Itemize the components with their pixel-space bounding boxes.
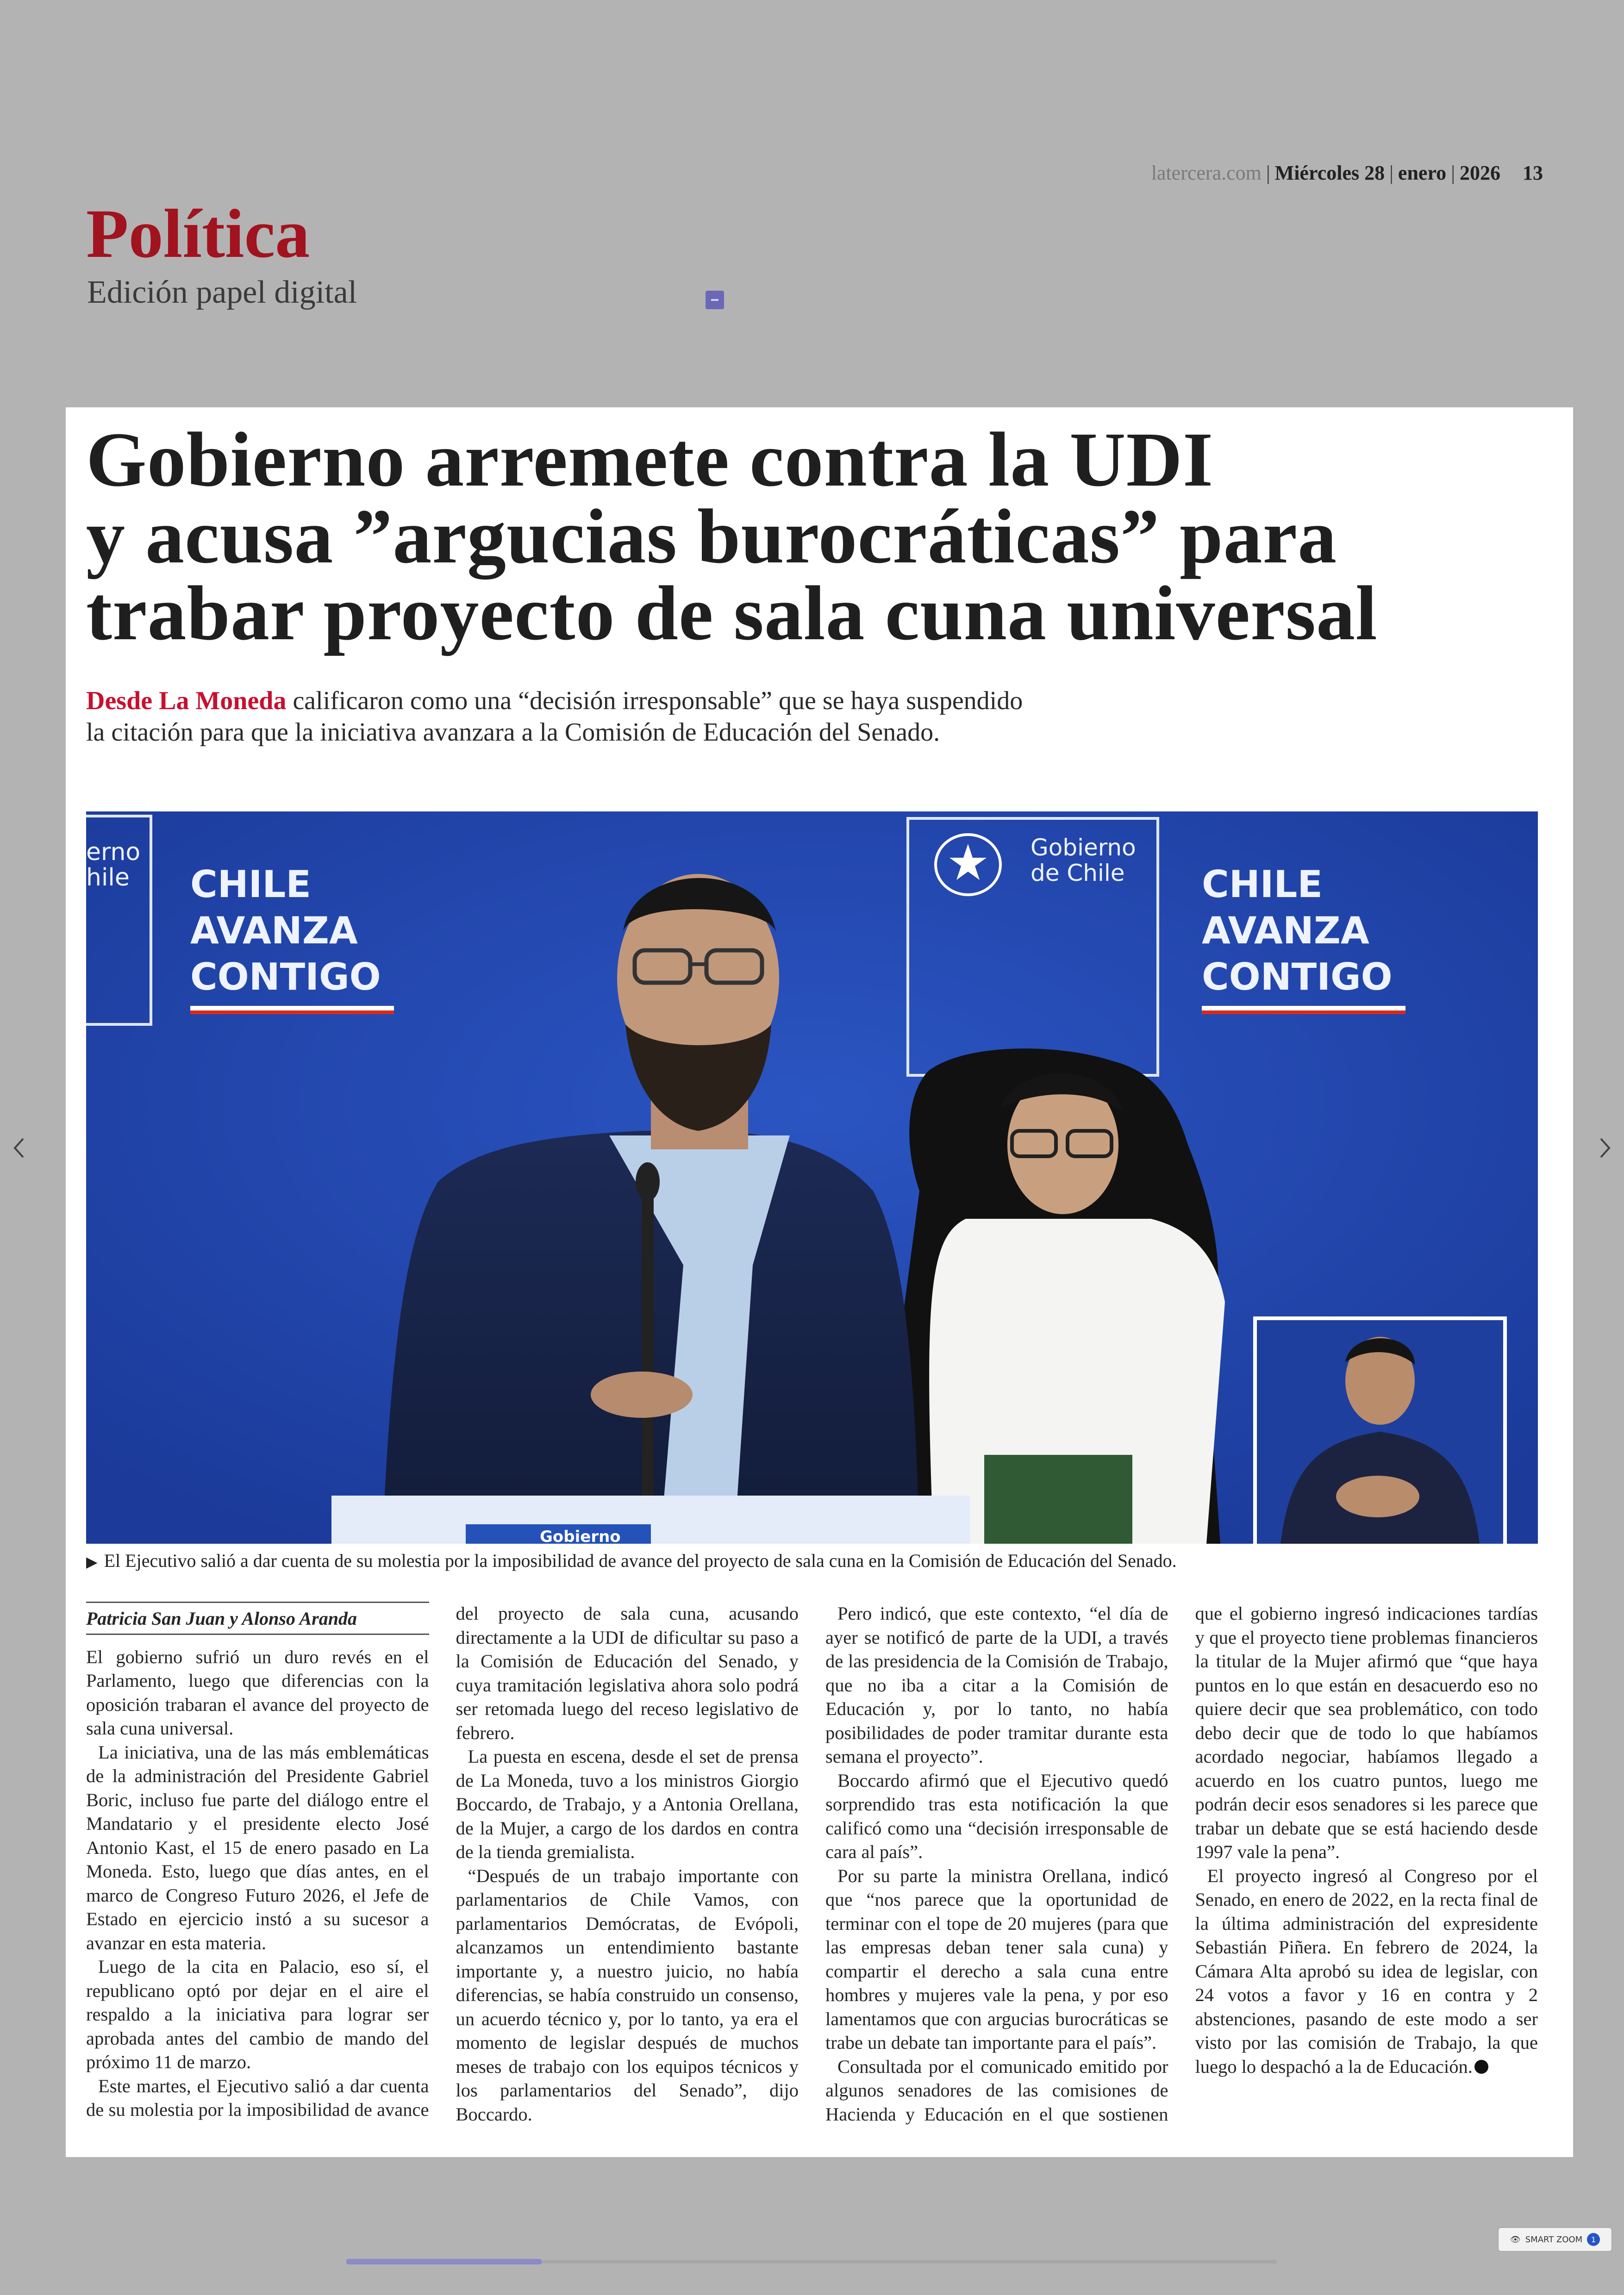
smart-zoom-button[interactable]	[1498, 2227, 1612, 2251]
article-body	[86, 1602, 1538, 2134]
smart-zoom-label: SMART ZOOM	[1525, 2234, 1583, 2245]
headline-line: y acusa ”argucias burocráticas” para	[86, 493, 1337, 580]
issue-meta: latercera.com | Miércoles 28 | enero | 2026 13	[1151, 162, 1543, 184]
prev-page-button[interactable]	[5, 1129, 32, 1166]
svg-text:AVANZA: AVANZA	[1202, 909, 1369, 952]
svg-text:Gobierno: Gobierno	[1031, 834, 1136, 861]
reading-progress-fill[interactable]	[346, 2259, 542, 2264]
article-paragraph-text: El proyecto ingresó al Congreso por el Senado, en enero de 2022, en la recta final de la última administración del expresidente Sebastián Piñera. En febrero de 2024, la Cámara Alta aprobó su idea de legislar, con 24 votos a favor y 16 en contra y 2 abstenciones, pasando de este modo a ser visto por las comisión de Trabajo, la que luego lo despachó a la de Educación.	[1195, 1865, 1538, 2077]
site-name: latercera.com	[1151, 162, 1262, 184]
headline-line: Gobierno arremete contra la UDI	[86, 417, 1214, 503]
end-mark-icon	[1474, 2060, 1488, 2074]
svg-text:AVANZA: AVANZA	[190, 909, 358, 952]
article-paragraph: La puesta en escena, desde el set de prensa de La Moneda, tuvo a los ministros Giorgio Boccardo, de Trabajo, y a Antonia Orellana, de la Mujer, a cargo de los dardos en contra de la tienda gremialista.	[456, 1746, 799, 1862]
chevron-left-icon	[12, 1137, 25, 1159]
edition-label: Edición papel digital	[87, 274, 357, 310]
article-headline	[86, 417, 1549, 656]
photo-caption	[86, 1550, 1538, 1572]
page-number: 13	[1523, 162, 1543, 184]
section-title: Política	[86, 195, 310, 272]
article-last-paragraph	[1195, 1864, 1538, 2079]
issue-year: 2026	[1460, 162, 1500, 184]
article-paragraph: Boccardo afirmó que el Ejecutivo quedó sorprendido tras esta notificación la que calificó como una “decisión irresponsable de cara al país”.	[825, 1770, 1168, 1862]
deck-text: la citación para que la iniciativa avanzara a la Comisión de Educación del Senado.	[86, 718, 940, 747]
issue-date: Miércoles 28	[1274, 162, 1385, 184]
caption-text: El Ejecutivo salió a dar cuenta de su molestia por la imposibilidad de avance del proyecto de sala cuna en la Comisión de Educación del Senado.	[104, 1550, 1177, 1571]
article-paragraph: El gobierno sufrió un duro revés en el Parlamento, luego que diferencias con la oposición trabaran el avance del proyecto de sala cuna universal.	[86, 1646, 429, 1739]
svg-text:erno: erno	[86, 838, 141, 866]
svg-text:CONTIGO: CONTIGO	[190, 955, 381, 998]
next-page-button[interactable]	[1592, 1129, 1619, 1166]
issue-month: enero	[1398, 162, 1447, 184]
svg-text:CONTIGO: CONTIGO	[1202, 955, 1393, 998]
press-conference-image	[86, 811, 1538, 1544]
svg-text:CHILE: CHILE	[190, 863, 312, 906]
byline: Patricia San Juan y Alonso Aranda	[86, 1602, 429, 1635]
headline-line: trabar proyecto de sala cuna universal	[86, 570, 1378, 656]
article-deck	[86, 685, 1336, 748]
article-paragraph: Pero indicó, que este contexto, “el día de ayer se notificó de parte de la UDI, a través de las presidencia de la Comisión de Trabajo, que no iba a citar a la Comisión de Educación y, por lo tanto, no había posibilidades de poder tramitar durante esta semana el proyecto”.	[825, 1603, 1168, 1767]
svg-text:de Chile: de Chile	[1031, 860, 1125, 886]
article-paragraph: La iniciativa, una de las más emblemáticas de la administración del Presidente Gabriel Boric, incluso fue parte del diálogo entre el Mandatario y el presidente electo José Antonio Kast, el 15 de enero pasado en La Moneda. Esto, luego que días antes, en el marco de Congreso Futuro 2026, el Jefe de Estado en ejercicio instó a su sucesor a avanzar en esta materia.	[86, 1741, 429, 1953]
article-paragraph: Este martes, el Ejecutivo salió a dar cuenta de su molestia por la imposibilidad de avance del proyecto de sala cuna, acusando directamente a la UDI de dificultar su paso a la Comisión de Educación del Senado, y cuya tramitación legislativa ahora solo podrá ser retomada luego del receso legislativo de febrero.	[86, 1603, 799, 2120]
svg-text:Gobierno: Gobierno	[540, 1528, 621, 1544]
caption-arrow-icon: ▶	[86, 1553, 98, 1571]
article-paragraph: Consultada por el comunicado emitido por algunos senadores de las comisiones de Hacienda y Educación en el que sostienen que el gobierno ingresó indicaciones tardías y que el proyecto tiene problemas financieros la titular de la Mujer afirmó que “que haya puntos en lo que están en desacuerdo eso no quiere decir que sea problemático, con todo debo decir que de todo lo que habíamos acordado negociar, habíamos llegado a acuerdo en los cuatro puntos, luego me podrán decir esos senadores si les parece que trabar un debate que se está haciendo desde 1997 vale la pena”.	[825, 1603, 1538, 2125]
deck-text: calificaron como una “decisión irresponsable” que se haya suspendido	[286, 686, 1023, 715]
woman-figure	[873, 1048, 1225, 1544]
smart-zoom-badge: 1	[1587, 2233, 1600, 2246]
article-paragraph: “Después de un trabajo importante con parlamentarios de Chile Vamos, con parlamentarios Demócratas, de Evópoli, alcanzamos un entendimiento bastante importante y, a nuestro juicio, no había diferencias, se había construido un consenso, un acuerdo técnico y, por lo tanto, ya era el momento de legislar después de muchos meses de trabajo con los equipos técnicos y los parlamentarios del Senado”, dijo Boccardo.	[456, 1865, 799, 2125]
svg-text:hile: hile	[86, 864, 130, 892]
svg-text:CHILE: CHILE	[1202, 863, 1323, 906]
masthead	[0, 0, 1624, 407]
chevron-right-icon	[1599, 1137, 1612, 1159]
article-paragraph: Por su parte la ministra Orellana, indicó que “nos parece que la oportunidad de terminar con el tope de 20 mujeres (para que las empresas deban tener sala cuna) y compartir el derecho a sala cuna entre hombres y mujeres vale la pena, y por eso lamentamos que con argucias burocráticas se trabe un debate tan importante para el país”.	[825, 1865, 1168, 2053]
deck-lead: Desde La Moneda	[86, 686, 287, 715]
annotation-marker-icon[interactable]	[706, 291, 724, 309]
sign-language-inset	[1255, 1318, 1505, 1544]
eye-icon: 👁	[1510, 2234, 1521, 2245]
newspaper-page	[66, 407, 1573, 2157]
article-photo	[86, 811, 1538, 1544]
article-paragraph: Luego de la cita en Palacio, eso sí, el republicano optó por dejar en el aire el respaldo a la iniciativa para lograr ser aprobada antes del cambio de mando del próximo 11 de marzo.	[86, 1956, 429, 2072]
